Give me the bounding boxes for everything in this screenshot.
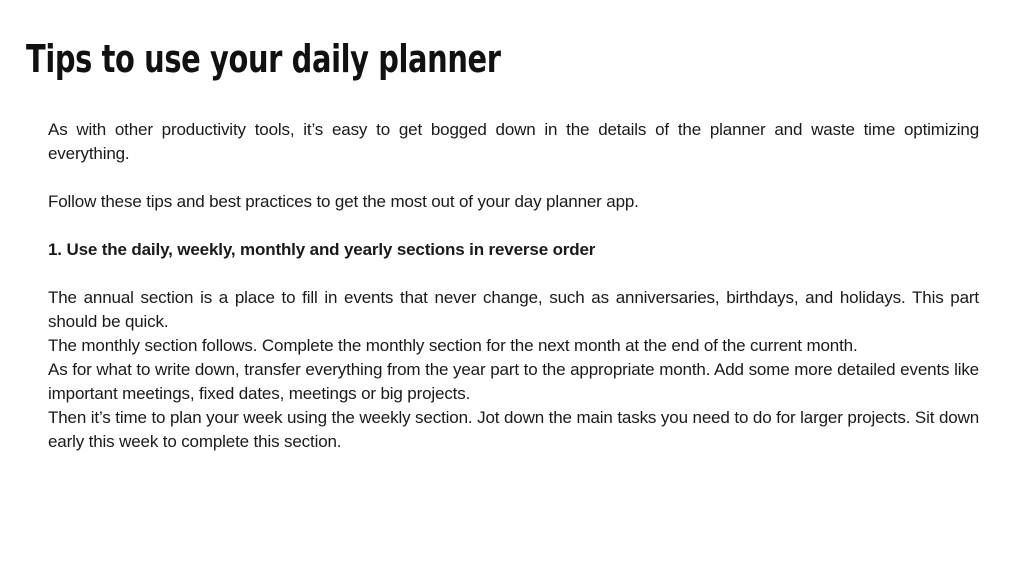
intro-paragraph: As with other productivity tools, it’s easy to get bogged down in the details of the planner and waste time optimizing everything.: [48, 120, 979, 163]
section-heading: 1. Use the daily, weekly, monthly and yearly sections in reverse order: [48, 240, 596, 259]
write-down-paragraph: As for what to write down, transfer everything from the year part to the appropriate month. Add some more detailed events like important meetings, fixed dates, meetings or big projects.: [48, 360, 979, 403]
spacer: [48, 166, 979, 190]
spacer: [48, 214, 979, 238]
body-text: [48, 118, 979, 454]
annual-paragraph: The annual section is a place to fill in events that never change, such as anniversaries, birthdays, and holidays. This part should be quick.: [48, 288, 979, 331]
monthly-paragraph: The monthly section follows. Complete the monthly section for the next month at the end of the current month.: [48, 336, 858, 355]
follow-paragraph: Follow these tips and best practices to get the most out of your day planner app.: [48, 192, 639, 211]
page-title: Tips to use your daily planner: [26, 37, 501, 81]
weekly-paragraph: Then it’s time to plan your week using the weekly section. Jot down the main tasks you need to do for larger projects. Sit down early this week to complete this section.: [48, 408, 979, 451]
spacer: [48, 262, 979, 286]
